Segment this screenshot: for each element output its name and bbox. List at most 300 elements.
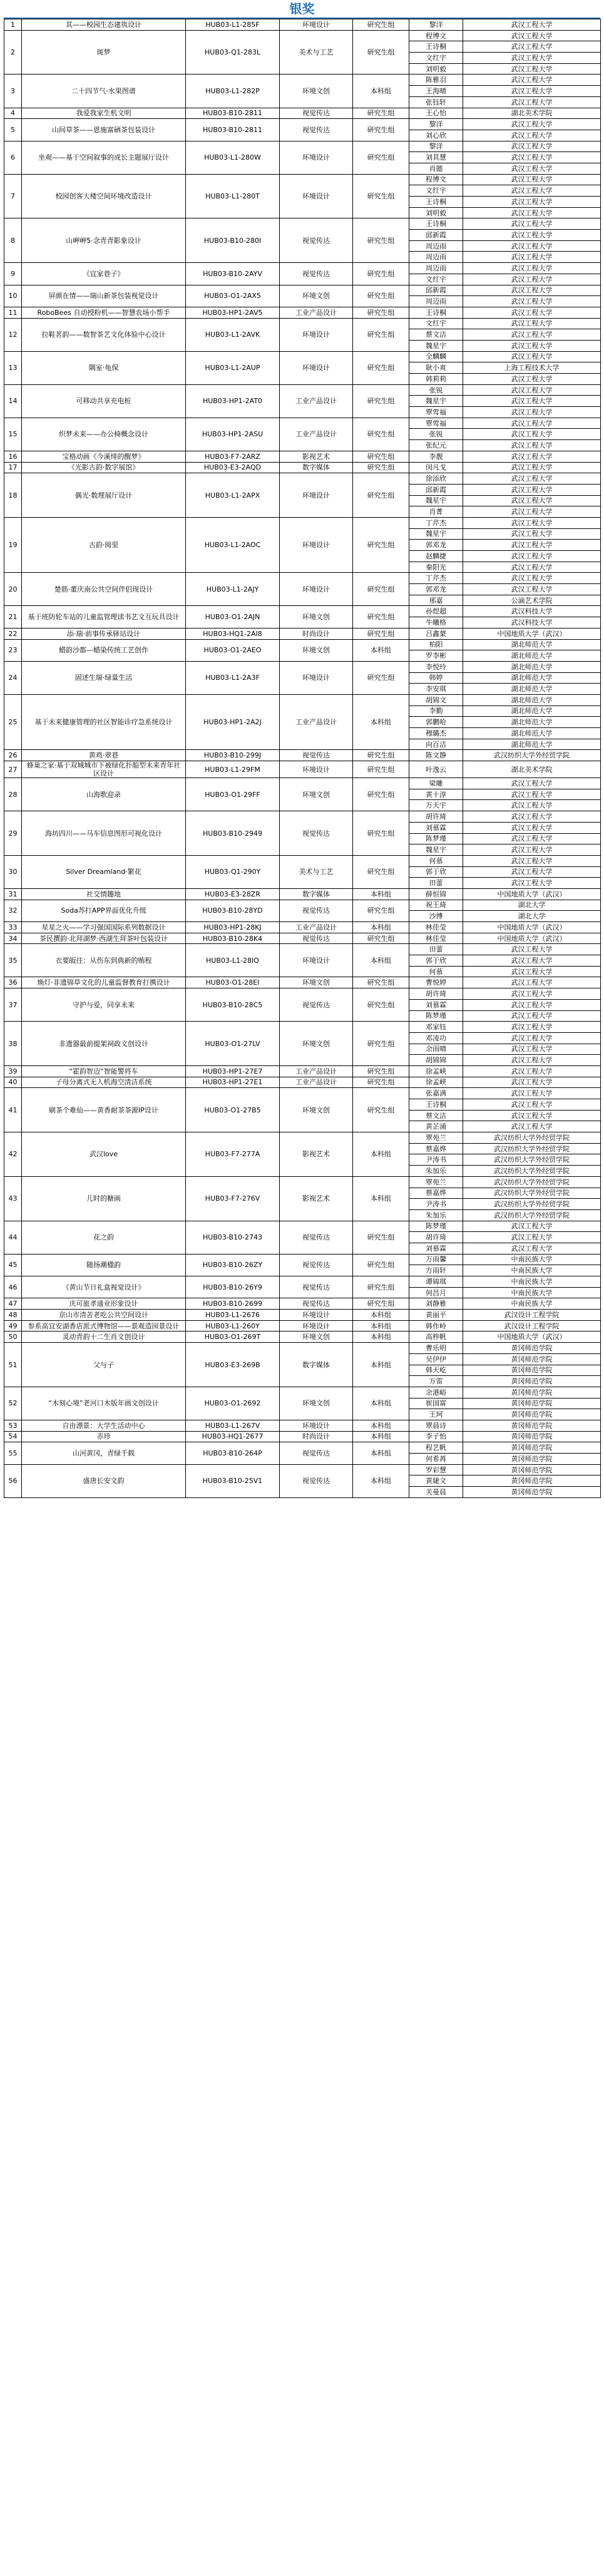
entry-group: 研究生组 (353, 855, 409, 888)
entry-title: 屏颜在情——瑞山新茶包装视觉设计 (22, 285, 186, 307)
member-name: 胡许琦 (409, 988, 463, 1000)
entry-category: 视觉传达 (280, 900, 353, 921)
entry-category: 环境设计 (280, 1320, 353, 1332)
table-row (4, 141, 601, 152)
entry-group: 研究生组 (353, 473, 409, 518)
member-name: 邓家钰 (409, 1022, 463, 1033)
entry-code: HUB03-HP1-27E1 (186, 1077, 280, 1088)
entry-group: 本科组 (353, 1320, 409, 1332)
table-row (4, 855, 601, 866)
table-row (4, 988, 601, 1000)
table-row (4, 1077, 601, 1088)
entry-group: 本科组 (353, 1332, 409, 1343)
member-name: 祝王琦 (409, 900, 463, 911)
entry-code: HUB03-L1-2AVK (186, 318, 280, 351)
entry-title: 山河黄冈，青绿千载 (22, 1442, 186, 1464)
member-org: 武汉纺织大学外经贸学院 (463, 1166, 601, 1177)
entry-code: HUB03-O1-2AX5 (186, 285, 280, 307)
member-name: 覃晨诗 (409, 1420, 463, 1431)
member-name: 刘慕霖 (409, 1243, 463, 1254)
entry-category: 数字媒体 (280, 1343, 353, 1387)
entry-group: 研究生组 (353, 384, 409, 418)
entry-number: 38 (4, 1022, 22, 1066)
entry-title: 非遗器最前提架祠政文创设计 (22, 1022, 186, 1066)
member-name: 蔡文洁 (409, 1110, 463, 1121)
entry-number: 37 (4, 988, 22, 1022)
entry-number: 29 (4, 811, 22, 856)
entry-category: 环境设计 (280, 473, 353, 518)
entry-number: 24 (4, 661, 22, 694)
entry-code: HUB03-B10-25V1 (186, 1464, 280, 1497)
entry-title: 山岬岬5·念青青影象设计 (22, 218, 186, 263)
entry-group: 研究生组 (353, 108, 409, 119)
member-org: 湖北师范大学 (463, 684, 601, 695)
member-org: 武汉工程大学 (463, 163, 601, 174)
entry-group: 研究生组 (353, 30, 409, 74)
member-name: 王诗桐 (409, 1099, 463, 1111)
member-org: 武汉工程大学 (463, 96, 601, 108)
table-row (4, 119, 601, 130)
table-row (4, 1320, 601, 1332)
entry-code: HUB03-O1-28EI (186, 977, 280, 988)
member-org: 武汉科技大学 (463, 606, 601, 617)
entry-code: HUB03-HQ1-2AI8 (186, 628, 280, 639)
member-name: 孙煜超 (409, 606, 463, 617)
entry-title: 《黄山节日礼盒视觉设计》 (22, 1276, 186, 1298)
entry-group: 研究生组 (353, 1254, 409, 1276)
member-org: 黄冈师范学院 (463, 1387, 601, 1398)
entry-title: 花之韵 (22, 1221, 186, 1254)
member-name: 刘静雅 (409, 1298, 463, 1310)
member-name: 何昌月 (409, 1287, 463, 1298)
entry-group: 本科组 (353, 1343, 409, 1387)
member-name: 李悦玲 (409, 661, 463, 672)
table-row (4, 1254, 601, 1265)
entry-code: HUB03-L1-2A3F (186, 661, 280, 694)
member-name: 田蕾 (409, 878, 463, 889)
member-name: 王诗桐 (409, 307, 463, 318)
table-row (4, 384, 601, 396)
member-org: 武汉工程大学 (463, 955, 601, 967)
entry-number: 30 (4, 855, 22, 888)
member-org: 湖北大学 (463, 911, 601, 922)
entry-category: 数字媒体 (280, 462, 353, 473)
member-name: 谭锦琪 (409, 1276, 463, 1288)
member-org: 黄冈师范学院 (463, 1398, 601, 1409)
member-org: 武汉工程大学 (463, 1077, 601, 1088)
entry-category: 环境设计 (280, 517, 353, 572)
member-org: 武汉工程大学 (463, 866, 601, 878)
member-org: 湖北师范大学 (463, 728, 601, 739)
entry-category: 视觉传达 (280, 750, 353, 761)
entry-category: 时尚设计 (280, 1431, 353, 1442)
entry-number: 42 (4, 1132, 22, 1177)
member-name: 闵凡戈 (409, 462, 463, 473)
member-name: 刘慕霖 (409, 999, 463, 1010)
entry-title: 拉鞋茗韵——数智茶艺文化体验中心设计 (22, 318, 186, 351)
member-name: 文红宇 (409, 318, 463, 329)
entry-code: HUB03-O1-27LV (186, 1022, 280, 1066)
entry-group: 本科组 (353, 944, 409, 977)
entry-category: 视觉传达 (280, 1442, 353, 1464)
table-row (4, 351, 601, 362)
member-org: 武汉工程大学 (463, 1088, 601, 1099)
entry-category: 时尚设计 (280, 628, 353, 639)
entry-number: 41 (4, 1088, 22, 1132)
entry-title: 二十四节气·水果图谱 (22, 74, 186, 108)
entry-title: 山海歌迎录 (22, 778, 186, 811)
entry-category: 影视艺术 (280, 1132, 353, 1177)
entry-category: 环境文创 (280, 1022, 353, 1066)
member-org: 武汉工程大学 (463, 207, 601, 218)
page-title: 银奖 (4, 0, 600, 19)
entry-number: 45 (4, 1254, 22, 1276)
member-name: 胡锦文 (409, 694, 463, 706)
member-name: 魏星宇 (409, 340, 463, 351)
entry-category: 视觉传达 (280, 1221, 353, 1254)
member-org: 武汉工程大学 (463, 966, 601, 977)
entry-title: 武汉love (22, 1132, 186, 1177)
entry-code: HUB03-B10-264P (186, 1442, 280, 1464)
member-org: 武汉工程大学 (463, 230, 601, 241)
entry-title: 随扬潮楹韵 (22, 1254, 186, 1276)
member-name: 罗彩慧 (409, 1464, 463, 1475)
member-org: 武汉工程大学 (463, 53, 601, 64)
member-org: 武汉工程大学 (463, 307, 601, 318)
member-org: 中南民族大学 (463, 1287, 601, 1298)
entry-title: 父与子 (22, 1343, 186, 1387)
entry-code: HUB03-B10-2811 (186, 119, 280, 141)
member-name: 陈梦瑾 (409, 1221, 463, 1232)
table-row (4, 573, 601, 584)
entry-number: 39 (4, 1065, 22, 1077)
entry-number: 56 (4, 1464, 22, 1497)
entry-group: 研究生组 (353, 451, 409, 462)
entry-group: 研究生组 (353, 573, 409, 606)
member-name: 李靓 (409, 451, 463, 462)
member-org: 武汉科技大学 (463, 617, 601, 629)
entry-number: 31 (4, 888, 22, 900)
member-org: 湖北美术学院 (463, 761, 601, 778)
member-org: 武汉工程大学 (463, 19, 601, 31)
member-name: 张钰轩 (409, 96, 463, 108)
entry-group: 本科组 (353, 1420, 409, 1431)
entry-title: 赤珍 (22, 1431, 186, 1442)
member-org: 黄冈师范学院 (463, 1454, 601, 1465)
member-org: 公滴艺术学院 (463, 595, 601, 606)
member-name: 郭邓龙 (409, 540, 463, 551)
member-name: 覃苑兰 (409, 1132, 463, 1144)
entry-number: 19 (4, 517, 22, 572)
entry-group: 研究生组 (353, 119, 409, 141)
member-org: 武汉工程大学 (463, 540, 601, 551)
entry-code: HUB03-Q1-290Y (186, 855, 280, 888)
entry-group: 本科组 (353, 1310, 409, 1321)
member-org: 武汉工程大学 (463, 778, 601, 789)
entry-number: 20 (4, 573, 22, 606)
entry-code: HUB03-O1-2AJN (186, 606, 280, 628)
entry-title: 守护与爱，同享未来 (22, 988, 186, 1022)
entry-group: 研究生组 (353, 628, 409, 639)
member-name: 林佳莹 (409, 933, 463, 944)
table-row (4, 933, 601, 944)
member-org: 武汉工程大学 (463, 562, 601, 573)
entry-number: 34 (4, 933, 22, 944)
member-org: 武汉工程大学 (463, 41, 601, 53)
entry-category: 视觉传达 (280, 1298, 353, 1310)
entry-group: 研究生组 (353, 1298, 409, 1310)
table-row (4, 1088, 601, 1099)
member-name: 文红宇 (409, 185, 463, 197)
entry-title: 我爱我家生机文明 (22, 108, 186, 119)
member-org: 武汉工程大学 (463, 878, 601, 889)
member-org: 武汉工程大学 (463, 296, 601, 307)
entry-group: 本科组 (353, 1176, 409, 1221)
entry-code: HUB03-B10-26ZY (186, 1254, 280, 1276)
entry-title: “木刻心境”老河口木版年画文创设计 (22, 1387, 186, 1420)
member-org: 武汉工程大学 (463, 584, 601, 595)
member-org: 武汉工程大学 (463, 800, 601, 811)
entry-group: 研究生组 (353, 263, 409, 285)
entry-code: HUB03-F7-277A (186, 1132, 280, 1177)
entry-code: HUB03-O1-2AEO (186, 639, 280, 661)
entry-code: HUB03-L1-260Y (186, 1320, 280, 1332)
entry-title: 坐观——基于空间叙事的成长主题展厅设计 (22, 141, 186, 174)
member-name: 万雨馨 (409, 1254, 463, 1265)
member-org: 武汉工程大学 (463, 329, 601, 341)
member-org: 武汉工程大学 (463, 218, 601, 230)
table-row (4, 1387, 601, 1398)
entry-category: 工业产品设计 (280, 1065, 353, 1077)
entry-group: 研究生组 (353, 1276, 409, 1298)
member-name: 张嘉满 (409, 1088, 463, 1099)
entry-group: 研究生组 (353, 811, 409, 856)
member-name: 何希苒 (409, 1454, 463, 1465)
entry-code: HUB03-L1-280T (186, 174, 280, 218)
entry-code: HUB03-B10-2743 (186, 1221, 280, 1254)
member-name: 黄丽平 (409, 1310, 463, 1321)
entry-number: 51 (4, 1343, 22, 1387)
member-org: 武汉工程大学 (463, 484, 601, 495)
entry-category: 环境文创 (280, 977, 353, 988)
member-name: 刘明毅 (409, 63, 463, 74)
member-name: 罗李彬 (409, 650, 463, 662)
table-row (4, 1442, 601, 1454)
entry-number: 22 (4, 628, 22, 639)
member-name: 郭邓龙 (409, 584, 463, 595)
table-row (4, 761, 601, 778)
entry-number: 33 (4, 922, 22, 933)
entry-category: 环境文创 (280, 1387, 353, 1420)
member-name: 邱新霞 (409, 484, 463, 495)
table-row (4, 628, 601, 639)
entry-title: 海坊四川——马车信息图形可视化设计 (22, 811, 186, 856)
entry-code: HUB03-L1-2APX (186, 473, 280, 518)
entry-category: 环境文创 (280, 778, 353, 811)
awards-table (4, 19, 601, 1498)
entry-title: 织梦未来——办公椅概念设计 (22, 418, 186, 451)
entry-code: HUB03-HP1-2ASU (186, 418, 280, 451)
entry-code: HUB03-HP1-2AV5 (186, 307, 280, 318)
entry-code: HUB03-E3-2AQD (186, 462, 280, 473)
entry-title: 添·瑞·前事传承驿站设计 (22, 628, 186, 639)
entry-number: 35 (4, 944, 22, 977)
member-org: 武汉工程大学 (463, 844, 601, 856)
member-org: 武汉纺织大学外经贸学院 (463, 1188, 601, 1199)
member-name: 王诗桐 (409, 218, 463, 230)
entry-title: 基于班防轮车站的儿童监管理读书艺文互玩具设计 (22, 606, 186, 628)
member-name: 王心怡 (409, 108, 463, 119)
member-name: 曹悦婷 (409, 977, 463, 988)
member-name: 丁芹杰 (409, 573, 463, 584)
member-name: 肖懿 (409, 163, 463, 174)
entry-group: 研究生组 (353, 900, 409, 921)
entry-category: 环境设计 (280, 351, 353, 384)
member-org: 武汉工程大学 (463, 240, 601, 252)
entry-group: 研究生组 (353, 1221, 409, 1254)
member-org: 武汉工程大学 (463, 1022, 601, 1033)
member-name: 朱加乐 (409, 1166, 463, 1177)
entry-category: 环境文创 (280, 74, 353, 108)
entry-category: 环境文创 (280, 606, 353, 628)
member-org: 武汉工程大学 (463, 822, 601, 833)
member-org: 武汉工程大学 (463, 517, 601, 528)
entry-title: 茶民撰韵·北拜湖梦·西湖生拜茶叶包装设计 (22, 933, 186, 944)
member-name: 林佳莹 (409, 922, 463, 933)
table-row (4, 1332, 601, 1343)
member-name: 梁雕 (409, 778, 463, 789)
member-name: 余港峪 (409, 1387, 463, 1398)
table-row (4, 285, 601, 296)
table-row (4, 811, 601, 823)
member-name: 蔡嘉烨 (409, 1143, 463, 1154)
entry-category: 环境设计 (280, 174, 353, 218)
member-org: 中国地质大学（武汉） (463, 628, 601, 639)
entry-code: HUB03-B10-2811 (186, 108, 280, 119)
entry-group: 研究生组 (353, 750, 409, 761)
entry-category: 视觉传达 (280, 933, 353, 944)
entry-code: HUB03-HP1-28KJ (186, 922, 280, 933)
member-org: 武汉工程大学 (463, 197, 601, 208)
table-row (4, 263, 601, 274)
table-row (4, 462, 601, 473)
entry-code: HUB03-L1-2676 (186, 1310, 280, 1321)
member-org: 湖北师范大学 (463, 672, 601, 684)
member-name: 刘慕霖 (409, 822, 463, 833)
entry-group: 研究生组 (353, 933, 409, 944)
member-org: 武汉纺织大学外经贸学院 (463, 1143, 601, 1154)
member-name: 邓凌功 (409, 1032, 463, 1044)
entry-category: 视觉传达 (280, 119, 353, 141)
entry-group: 研究生组 (353, 1022, 409, 1066)
entry-group: 研究生组 (353, 661, 409, 694)
entry-code: HUB03-B10-28C5 (186, 988, 280, 1022)
entry-number: 11 (4, 307, 22, 318)
member-name: 蔡嘉烨 (409, 1188, 463, 1199)
entry-title: 黄鸡·翠巷 (22, 750, 186, 761)
member-org: 武汉工程大学 (463, 130, 601, 141)
entry-number: 36 (4, 977, 22, 988)
member-org: 黄冈师范学院 (463, 1376, 601, 1387)
member-name: 刘心欣 (409, 130, 463, 141)
entry-title: 刷茶个难仙——黄香耐茶茶源IP设计 (22, 1088, 186, 1132)
member-name: 陈梦瑾 (409, 1010, 463, 1022)
member-name: 覃莺福 (409, 418, 463, 429)
entry-title: 宝格动画《今溪绯的醒梦》 (22, 451, 186, 462)
member-org: 湖北师范大学 (463, 717, 601, 728)
member-org: 武汉工程大学 (463, 506, 601, 518)
member-org: 黄冈师范学院 (463, 1464, 601, 1475)
member-name: 郭于欣 (409, 866, 463, 878)
entry-code: HUB03-B10-299J (186, 750, 280, 761)
table-row (4, 977, 601, 988)
entry-title: 隅室·龟保 (22, 351, 186, 384)
member-name: 何慕 (409, 966, 463, 977)
member-name: 余雨晴 (409, 1044, 463, 1055)
member-org: 中国地质大学（武汉） (463, 933, 601, 944)
entry-group: 本科组 (353, 639, 409, 661)
member-org: 武汉工程大学 (463, 63, 601, 74)
member-name: 丁芹杰 (409, 517, 463, 528)
entry-category: 美术与工艺 (280, 855, 353, 888)
entry-number: 32 (4, 900, 22, 921)
member-org: 中南民族大学 (463, 1254, 601, 1265)
entry-group: 研究生组 (353, 1065, 409, 1077)
member-name: 韩婷 (409, 672, 463, 684)
member-name: 穆璐杰 (409, 728, 463, 739)
member-org: 武汉工程大学 (463, 451, 601, 462)
table-row (4, 1132, 601, 1144)
entry-code: HUB03-O1-29FF (186, 778, 280, 811)
entry-title: 蜡韵沙都—蜡染传统工艺创作 (22, 639, 186, 661)
member-org: 武汉工程大学 (463, 141, 601, 152)
entry-category: 工业产品设计 (280, 1077, 353, 1088)
table-row (4, 1420, 601, 1431)
table-row (4, 473, 601, 485)
entry-group: 研究生组 (353, 141, 409, 174)
table-row (4, 694, 601, 706)
member-name: 陈梦瑾 (409, 833, 463, 844)
table-row (4, 1276, 601, 1288)
member-name: 张锐 (409, 384, 463, 396)
member-name: 覃莺福 (409, 407, 463, 418)
member-org: 中国地质大学（武汉） (463, 922, 601, 933)
member-name: 韩莉莉 (409, 374, 463, 385)
entry-title: 灵动青韵十二生肖文创设计 (22, 1332, 186, 1343)
member-name: 田蕾 (409, 944, 463, 955)
member-org: 武汉工程大学 (463, 440, 601, 451)
member-name: 赵麟捷 (409, 551, 463, 562)
table-row (4, 318, 601, 329)
entry-number: 49 (4, 1320, 22, 1332)
table-row (4, 174, 601, 185)
member-name: 牛曦格 (409, 617, 463, 629)
entry-group: 研究生组 (353, 19, 409, 31)
member-name: 刘明毅 (409, 207, 463, 218)
entry-category: 工业产品设计 (280, 694, 353, 749)
member-name: 何慕 (409, 855, 463, 866)
entry-category: 环境文创 (280, 639, 353, 661)
member-org: 湖北师范大学 (463, 706, 601, 717)
table-row (4, 218, 601, 230)
member-org: 黄冈师范学院 (463, 1431, 601, 1442)
table-row (4, 1310, 601, 1321)
entry-title: RoboBees 自动授粉机——智慧农场小帮手 (22, 307, 186, 318)
entry-code: HUB03-B10-28K4 (186, 933, 280, 944)
member-org: 武汉工程大学 (463, 789, 601, 800)
entry-number: 4 (4, 108, 22, 119)
entry-title: 楚筋·董庆南公共空间伴侣现设计 (22, 573, 186, 606)
